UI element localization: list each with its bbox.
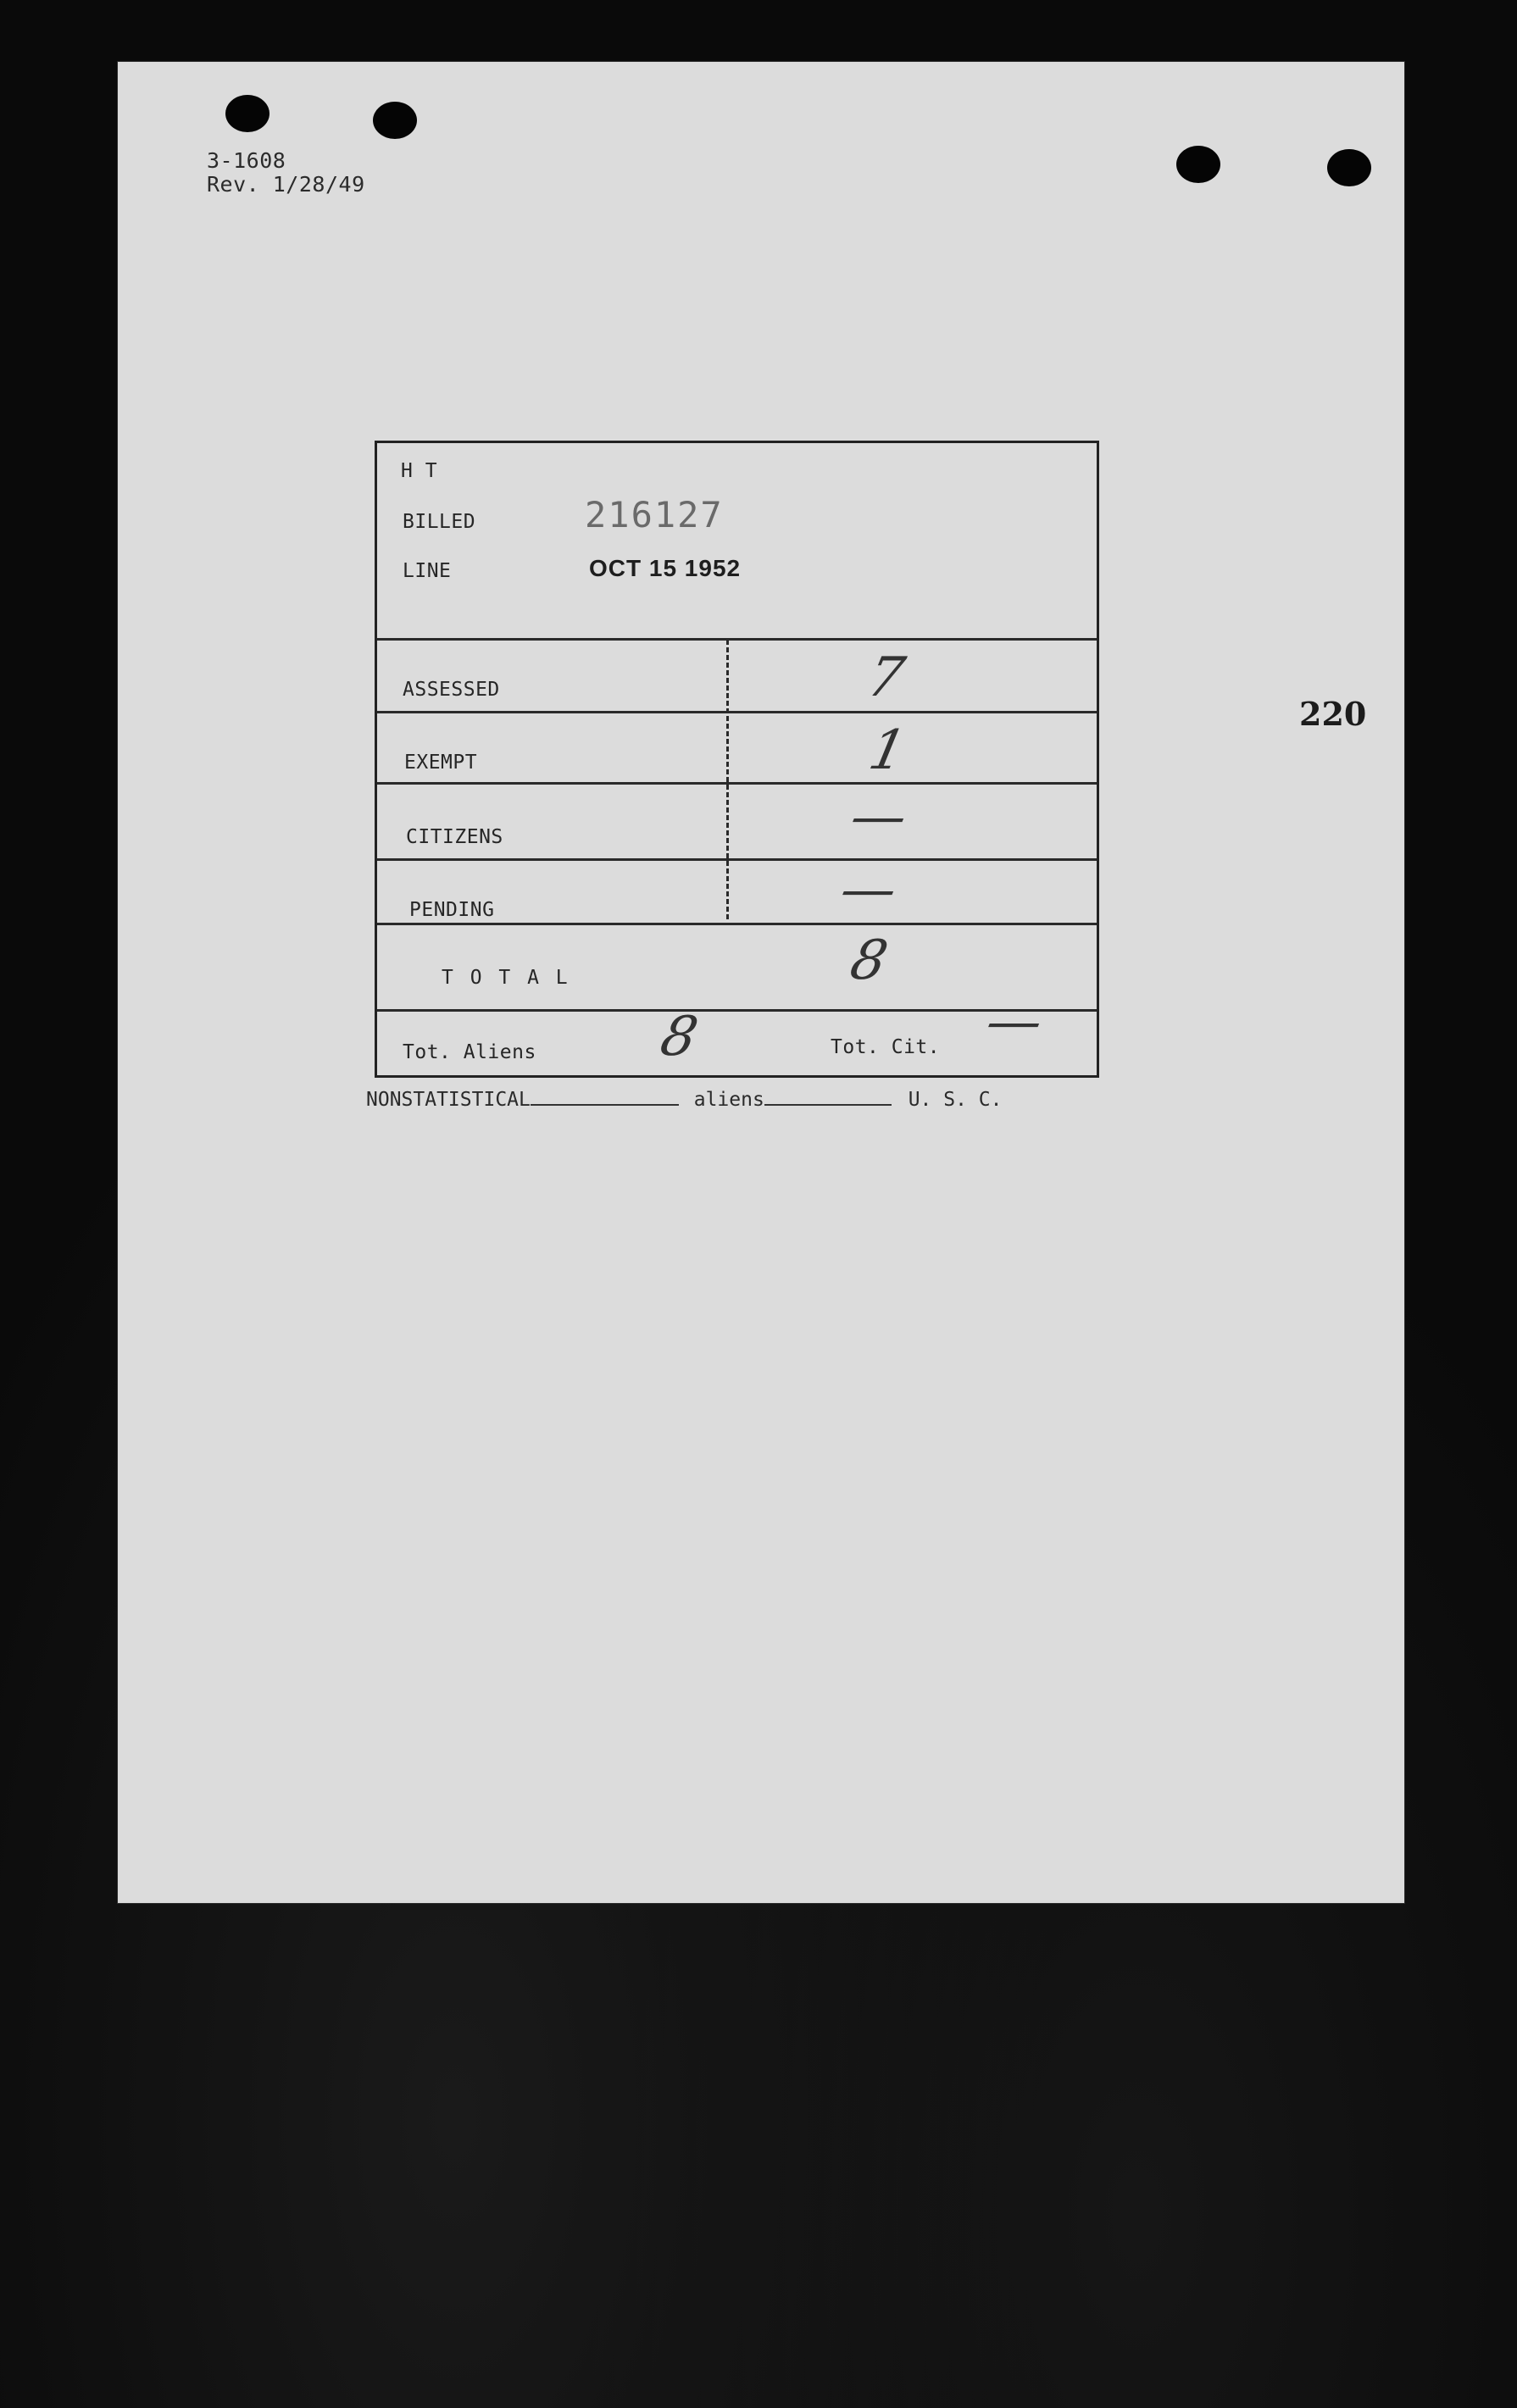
divider-header [377, 638, 1097, 641]
nonstatistical-blank [531, 1104, 679, 1106]
citizens-label: CITIZENS [406, 826, 503, 848]
tot-cit-value: — [981, 990, 1048, 1053]
tot-aliens-label: Tot. Aliens [403, 1041, 536, 1063]
line-date-stamp: OCT 15 1952 [589, 555, 742, 581]
column-divider [726, 640, 729, 919]
form-revision: Rev. 1/28/49 [207, 172, 365, 197]
punch-hole-top-right-1 [1176, 146, 1220, 183]
punch-hole-top-right-2 [1327, 149, 1371, 186]
nonstatistical-label: NONSTATISTICAL [366, 1089, 531, 1111]
tot-cit-label: Tot. Cit. [831, 1036, 941, 1058]
divider-row-3 [377, 858, 1097, 861]
exempt-value: 1 [864, 719, 912, 782]
aliens-label: aliens [693, 1089, 764, 1111]
footer-line [366, 1089, 1002, 1111]
punch-hole-top-left-1 [225, 95, 270, 132]
tot-aliens-value: 8 [655, 1006, 703, 1068]
total-value: 8 [845, 929, 893, 992]
usc-label: U. S. C. [908, 1089, 1003, 1111]
aliens-blank [764, 1104, 892, 1106]
divider-row-1 [377, 711, 1097, 713]
form-number: 3-1608 [207, 148, 286, 173]
assessed-label: ASSESSED [403, 679, 500, 701]
line-label: LINE [403, 560, 452, 582]
divider-row-4 [377, 923, 1097, 925]
pending-label: PENDING [409, 899, 495, 921]
divider-row-2 [377, 782, 1097, 785]
total-label: T O T A L [442, 967, 570, 989]
exempt-label: EXEMPT [404, 752, 478, 774]
billed-number: 216127 [585, 494, 724, 535]
count-form-box [375, 441, 1099, 1078]
assessed-value: 7 [862, 646, 910, 709]
citizens-value: — [845, 785, 913, 848]
pending-value: — [835, 858, 903, 921]
page-number: 220 [1299, 695, 1367, 733]
ht-label: H T [401, 460, 438, 482]
billed-label: BILLED [403, 511, 476, 533]
punch-hole-top-left-2 [373, 102, 417, 139]
